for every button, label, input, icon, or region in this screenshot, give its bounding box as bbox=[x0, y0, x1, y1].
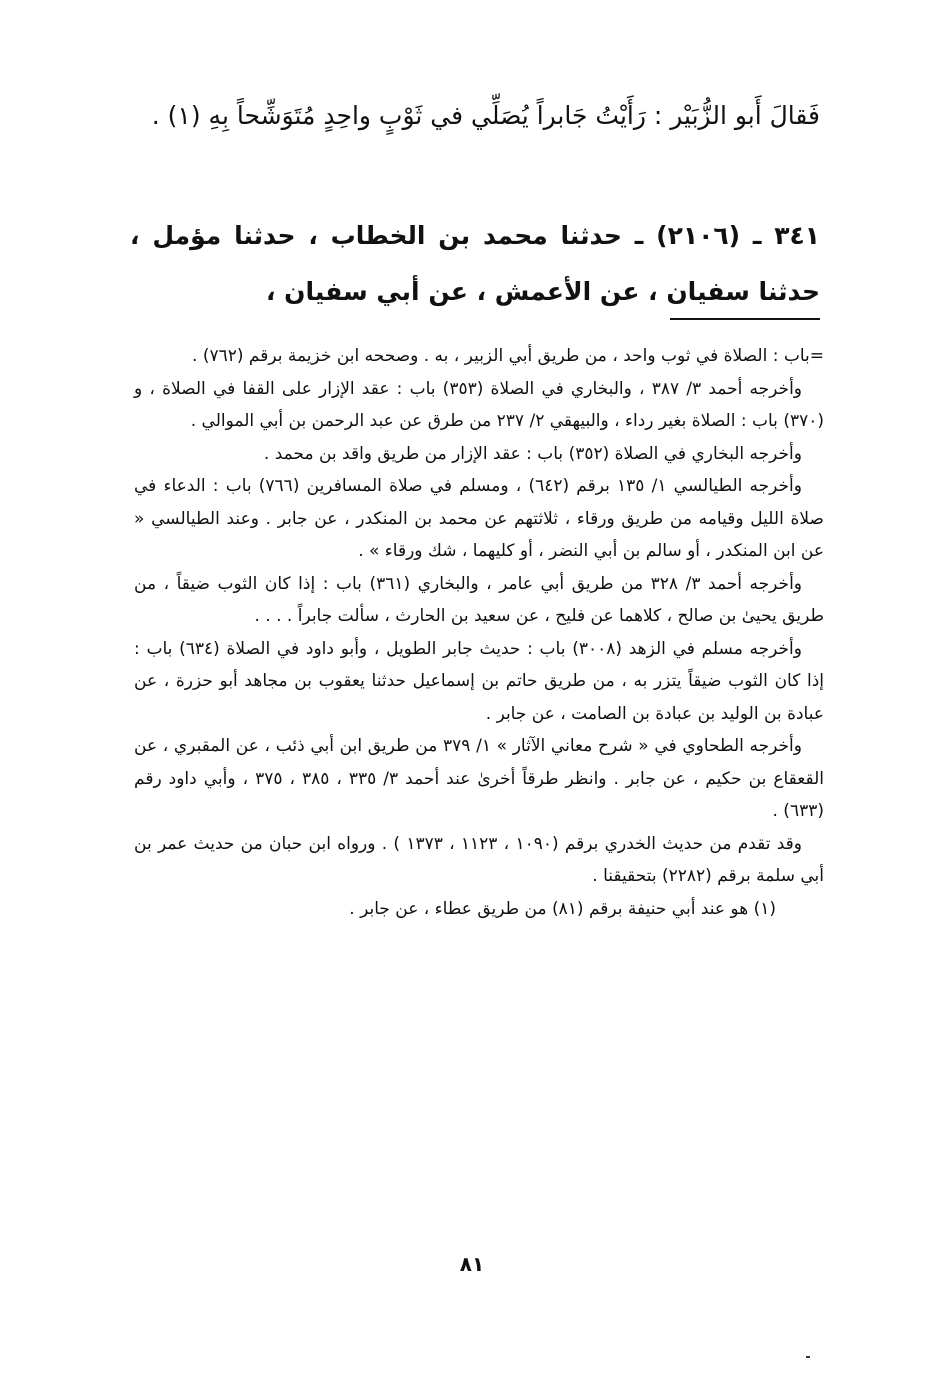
footnote-continuation: =باب : الصلاة في ثوب واحد ، من طريق أبي الزبير ، به . وصححه ابن خزيمة برقم (٧٦٢) . bbox=[192, 346, 824, 366]
hadith-isnad-header: ٣٤١ ـ (٢١٠٦) ـ حدثنا محمد بن الخطاب ، حدثنا مؤمل ، حدثنا سفيان ، عن الأعمش ، عن أبي سفيان ، bbox=[130, 221, 820, 306]
footnote-1: (١) هو عند أبي حنيفة برقم (٨١) من طريق عطاء ، عن جابر . bbox=[349, 898, 776, 919]
footnote-paragraph: وقد تقدم من حديث الخدري برقم (١٠٩٠ ، ١١٢٣ ، ١٣٧٣ ) . ورواه ابن حبان من حديث عمر بن أبي سلمة برقم (٢٢٨٢) بتحقيقنا . bbox=[134, 833, 824, 886]
footnote-paragraph: وأخرجه البخاري في الصلاة (٣٥٢) باب : عقد الإزار من طريق واقد بن محمد . bbox=[263, 443, 802, 464]
narration-text: فَقالَ أَبو الزُّبَيْر : رَأَيْتُ جَابراً يُصَلِّي في ثَوْبٍ واحِدٍ مُتَوَشِّحاً بِهِ (١) . bbox=[151, 101, 820, 130]
footnote-paragraph: وأخرجه مسلم في الزهد (٣٠٠٨) باب : حديث جابر الطويل ، وأبو داود في الصلاة (٦٣٤) باب : إذا كان الثوب ضيقاً يتزر به ، من طريق حاتم بن إسماعيل حدثنا يعقوب بن مجاهد أبو حزرة ، عن عبادة بن الوليد بن عبادة بن الصامت ، عن جابر . bbox=[134, 638, 824, 724]
footnote-paragraph: وأخرجه الطيالسي ١/ ١٣٥ برقم (٦٤٢) ، ومسلم في صلاة المسافرين (٧٦٦) باب : الدعاء في صلاة الليل وقيامه من طريق ورقاء ، ثلاثتهم عن محمد بن المنكدر ، عن جابر . وعند الطيالسي « عن ابن المنكدر ، أو سالم بن أبي النضر ، أو كليهما ، شك ورقاء » . bbox=[134, 476, 824, 561]
footnote-paragraph: وأخرجه الطحاوي في « شرح معاني الآثار » ١/ ٣٧٩ من طريق ابن أبي ذئب ، عن المقبري ، عن القعقاع بن حكيم ، عن جابر . وانظر طرقاً أخرىٰ عند أحمد ٣/ ٣٣٥ ، ٣٨٥ ، ٣٧٥ ، وأبي داود رقم (٦٣٣) . bbox=[134, 736, 824, 821]
footnote-paragraph: وأخرجه أحمد ٣/ ٣٢٨ من طريق أبي عامر ، والبخاري (٣٦١) باب : إذا كان الثوب ضيقاً ، من طريق يحيىٰ بن صالح ، كلاهما عن فليح ، عن سعيد بن الحارث ، سألت جابراً . . . . bbox=[134, 573, 824, 626]
footnote-paragraph: وأخرجه أحمد ٣/ ٣٨٧ ، والبخاري في الصلاة (٣٥٣) باب : عقد الإزار على القفا في الصلاة ، و (٣٧٠) باب : الصلاة بغير رداء ، والبيهقي ٢/ ٢٣٧ من طرق عن عبد الرحمن بن أبي الموالي . bbox=[134, 378, 824, 431]
footnote-separator bbox=[670, 318, 820, 320]
footnotes-section bbox=[134, 340, 824, 925]
page-number: ٨١ bbox=[459, 1252, 485, 1276]
scan-speck bbox=[806, 1356, 810, 1358]
